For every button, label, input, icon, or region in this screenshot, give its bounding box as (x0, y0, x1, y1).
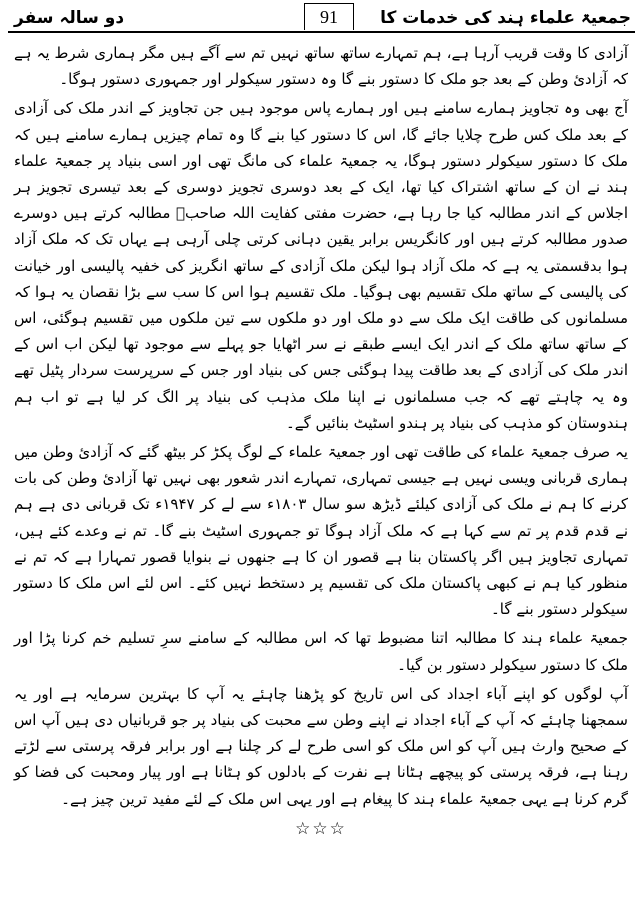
paragraph-5: آپ لوگوں کو اپنے آباء اجداد کی اس تاریخ کو پڑھنا چاہئے یہ آپ کا بہترین سرمایہ ہے اور یہ سمجھنا چاہئے کہ آپ کے آباء اجداد نے اپنے وطن سے محبت کی بنیاد پر جو قربانیاں دی ہیں آپ اس کے صحیح وارث ہیں آپ کو اس ملک کو اسی طرح لے کر چلنا ہے اور برابر فرقہ پرستی سے لڑتے رہنا ہے، فرقہ پرستی کو پیچھے ہٹانا ہے نفرت کے بادلوں کو ہٹانا ہے اور پیار ومحبت کی فضا کو گرم کرنا ہے یہی جمعیۃ علماء ہند کا پیغام ہے اور یہی اس ملک کے لئے مفید ترین چیز ہے۔ (14, 684, 628, 808)
section-end-ornament: ☆☆☆ (295, 818, 347, 839)
chapter-title: جمعیۃ علماء ہند کی خدمات کا (380, 8, 631, 28)
paragraph-1: آزادی کا وقت قریب آرہا ہے، ہم تمہارے ساتھ ساتھ نہیں تم سے آگے ہیں مگر ہماری شرط یہ ہے کہ آزادیٔ وطن کے بعد جو ملک کا دستور بنے گا وہ دستور سیکولر اور جمہوری دستور ہوگا۔ (14, 44, 628, 89)
paragraph-4: جمعیۃ علماء ہند کا مطالبہ اتنا مضبوط تھا کہ اس مطالبہ کے سامنے سرِ تسلیم خم کرنا پڑا اور ملک کا دستور سیکولر دستور بن گیا۔ (14, 629, 628, 674)
page-header (8, 3, 635, 33)
paragraph-2: آج بھی وہ تجاویز ہمارے سامنے ہیں اور ہمارے پاس موجود ہیں جن تجاویز کے اندر ملک کی آزادی کے بعد ملک کس طرح چلایا جائے گا، اس کا دستور کیا بنے گا وہ تمام چیزیں ہمارے سامنے ہیں کہ ملک کا دستور سیکولر دستور ہوگا، یہ جمعیۃ علماء کی مانگ تھی اور اسی بنیاد پر جمعیۃ علماء ہند نے ان کے ساتھ اشتراک کیا تھا، ایک کے بعد دوسری تجویز دوسری کے بعد تیسری تجویز ہر اجلاس کے اندر مطالبہ کیا جا رہا ہے، حضرت مفتی کفایت اللہ صاحبؒ مطالبہ کرتے ہیں دوسرے صدور مطالبہ کرتے ہیں اور کانگریس برابر یقین دہانی کرتی چلی آرہی ہے یہاں تک کہ ملک آزاد ہوا بدقسمتی یہ ہے کہ ملک آزاد ہوا لیکن ملک آزادی کے ساتھ انگریز کی خفیہ پالیسی اور خیانت کی پالیسی کے ساتھ ملک تقسیم بھی ہوگیا۔ ملک تقسیم ہوا اس کا سب سے بڑا نقصان یہ ہوا کہ مسلمانوں کی طاقت ایک ملک سے دو ملک اور دو ملکوں سے تین ملکوں میں تقسیم ہوگئی، اس کے ساتھ ساتھ ملک کے اندر ایک ایسے طبقے نے سر اٹھایا جو پہلے سے موجود تھا لیکن اب اس کے اندر ملک کی آزادی کے بعد طاقت پیدا ہوگئی جس کی بنیاد اور جس کے سرپرست سردار پٹیل تھے وہ یہ چاہتے تھے کہ جب مسلمانوں نے اپنا ملک مذہب کی بنیاد پر الگ کر لیا ہے تو اب ہم ہندوستان کو مذہب کی بنیاد پر ہندو اسٹیٹ بنائیں گے۔ (14, 99, 628, 432)
paragraph-3: یہ صرف جمعیۃ علماء کی طاقت تھی اور جمعیۃ علماء کے لوگ پکڑ کر بیٹھ گئے کہ آزادیٔ وطن میں ہماری قربانی ویسی نہیں ہے جیسی تمہاری، تمہارے اندر شعور بھی نہیں تھا آزادیٔ وطن کی بات کرنے کا ہم نے ملک کی آزادی کیلئے ڈیڑھ سو سال ۱۸۰۳ء سے لے کر ۱۹۴۷ء تک قربانی دی ہے ہم نے قدم قدم پر تم سے کہا ہے کہ ملک آزاد ہوگا تو جمہوری اسٹیٹ بنے گا۔ تم نے وعدے کئے ہیں، تمہاری تجاویز ہیں اگر پاکستان بنا ہے قصور ان کا ہے جنھوں نے بنوایا قصور تمہارا ہے کہ تم نے منظور کیا ہم نے کبھی پاکستان ملک کی تقسیم پر دستخط نہیں کئے۔ اس لئے اس ملک کا دستور سیکولر دستور بنے گا۔ (14, 443, 628, 619)
book-title: دو سالہ سفر (14, 8, 125, 28)
page-number: 91 (304, 3, 354, 30)
page-body (14, 40, 628, 842)
